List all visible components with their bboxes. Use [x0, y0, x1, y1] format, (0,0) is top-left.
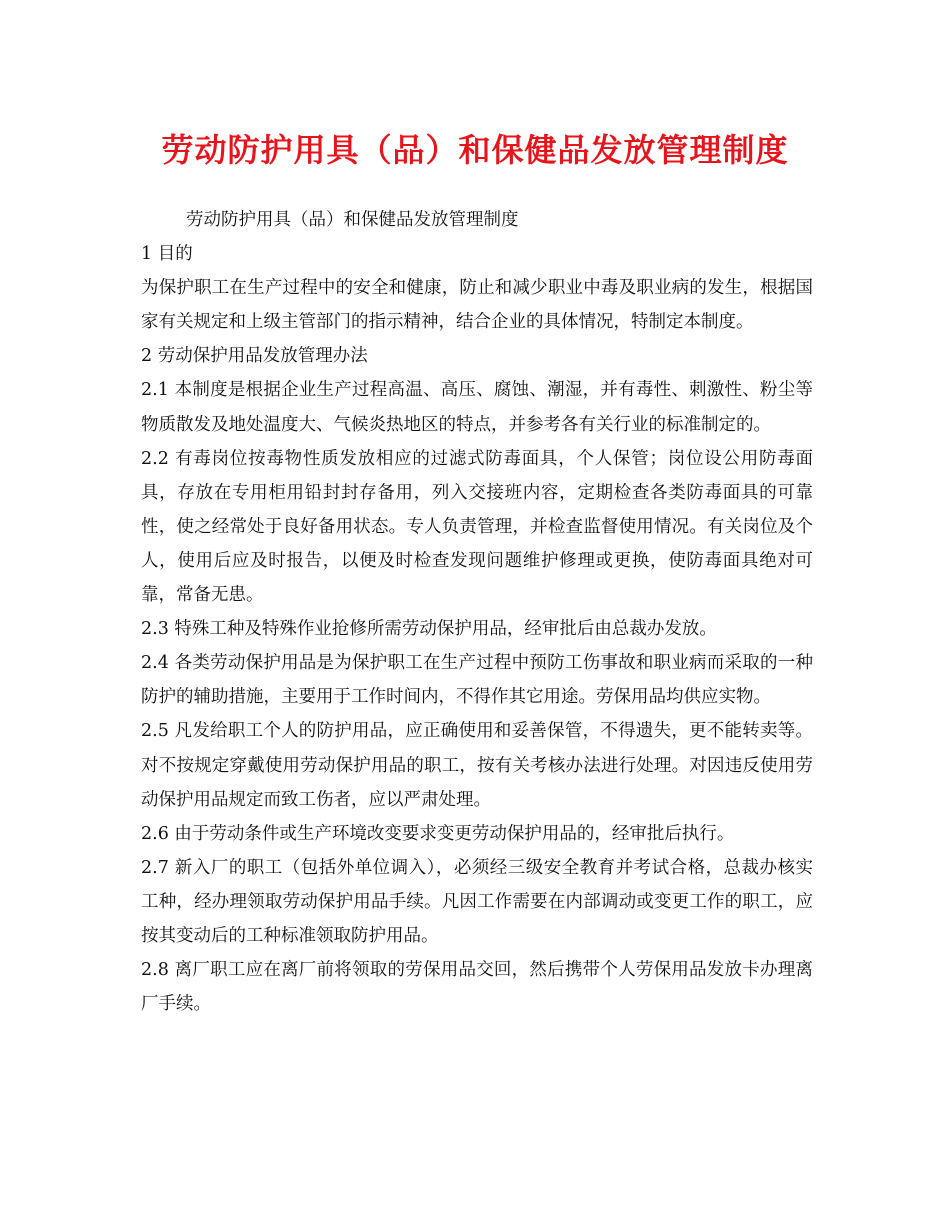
section-heading-management: 2 劳动保护用品发放管理办法 — [141, 346, 368, 367]
document-title: 劳动防护用具（品）和保健品发放管理制度 — [161, 131, 789, 169]
paragraph-2-6: 2.6 由于劳动条件或生产环境改变要求变更劳动保护用品的，经审批后执行。 — [141, 823, 735, 844]
paragraph-purpose: 为保护职工在生产过程中的安全和健康，防止和减少职业中毒及职业病的发生，根据国家有关规定和上级主管部门的指示精神，结合企业的具体情况，特制定本制度。 — [141, 278, 813, 333]
paragraph-2-8: 2.8 离厂职工应在离厂前将领取的劳保用品交回，然后携带个人劳保用品发放卡办理离厂手续。 — [141, 960, 813, 1015]
document-body — [141, 203, 813, 1021]
document-subtitle: 劳动防护用具（品）和保健品发放管理制度 — [186, 210, 519, 230]
paragraph-2-5: 2.5 凡发给职工个人的防护用品，应正确使用和妥善保管，不得遗失，更不能转卖等。对不按规定穿戴使用劳动保护用品的职工，按有关考核办法进行处理。对因违反使用劳动保护用品规定而致工伤者，应以严肃处理。 — [141, 721, 813, 810]
paragraph-2-4: 2.4 各类劳动保护用品是为保护职工在生产过程中预防工伤事故和职业病而采取的一种防护的辅助措施，主要用于工作时间内，不得作其它用途。劳保用品均供应实物。 — [141, 653, 813, 708]
paragraph-2-7: 2.7 新入厂的职工（包括外单位调入），必须经三级安全教育并考试合格，总裁办核实工种，经办理领取劳动保护用品手续。凡因工作需要在内部调动或变更工作的职工，应按其变动后的工种标准领取防护用品。 — [141, 857, 813, 946]
section-heading-purpose: 1 目的 — [141, 244, 193, 265]
paragraph-2-3: 2.3 特殊工种及特殊作业抢修所需劳动保护用品，经审批后由总裁办发放。 — [141, 619, 717, 640]
paragraph-2-1: 2.1 本制度是根据企业生产过程高温、高压、腐蚀、潮湿，并有毒性、刺激性、粉尘等物质散发及地处温度大、气候炎热地区的特点，并参考各有关行业的标准制定的。 — [141, 380, 813, 435]
paragraph-2-2: 2.2 有毒岗位按毒物性质发放相应的过滤式防毒面具，个人保管；岗位设公用防毒面具，存放在专用柜用铅封封存备用，列入交接班内容，定期检查各类防毒面具的可靠性，使之经常处于良好备用状态。专人负责管理，并检查监督使用情况。有关岗位及个人，使用后应及时报告，以便及时检查发现问题维护修理或更换，使防毒面具绝对可靠，常备无患。 — [141, 448, 813, 606]
